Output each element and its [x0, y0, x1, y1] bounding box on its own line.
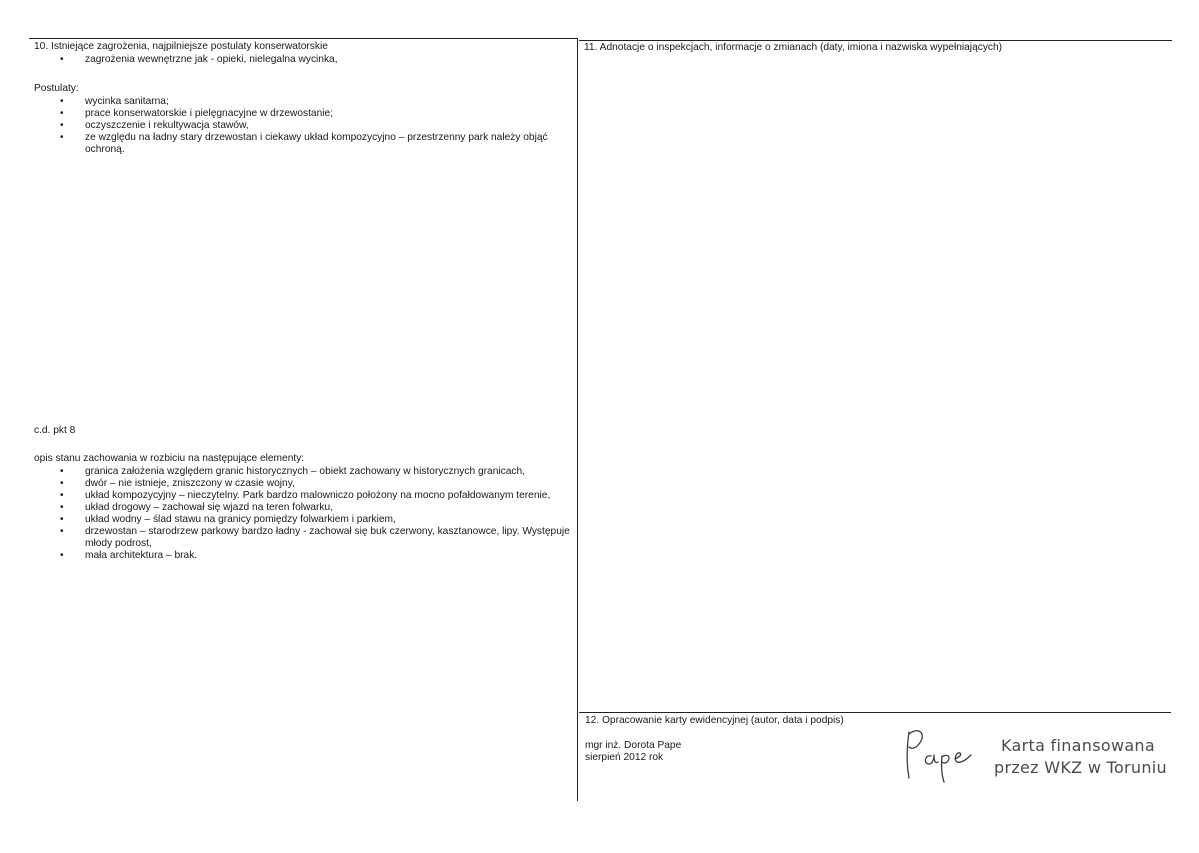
- list-item: • oczyszczenie i rekultywacja stawów,: [60, 120, 550, 132]
- list-item: • zagrożenia wewnętrzne jak - opieki, nielegalna wycinka,: [60, 54, 560, 66]
- list-item: • drzewostan – starodrzew parkowy bardzo ładny - zachował się buk czerwony, kasztanowce, lipy. Występuje młody podrost,: [60, 526, 578, 550]
- list-item: • prace konserwatorskie i pielęgnacyjne w drzewostanie;: [60, 108, 550, 120]
- list-item: • granica założenia względem granic historycznych – obiekt zachowany w historycznych granicach,: [60, 466, 578, 478]
- list-item: • dwór – nie istnieje, zniszczony w czasie wojny,: [60, 478, 578, 490]
- stamp-line-1: Karta finansowana: [1001, 736, 1155, 755]
- postulates-label: Postulaty:: [34, 83, 79, 94]
- section12-border: [579, 712, 1171, 713]
- column-divider: [577, 38, 578, 801]
- postulates-list: [60, 96, 550, 156]
- top-border-right: [579, 40, 1172, 41]
- author-date: sierpień 2012 rok: [585, 752, 664, 763]
- list-item: • wycinka sanitarna;: [60, 96, 550, 108]
- list-item: • ze względu na ładny stary drzewostan i ciekawy układ kompozycyjno – przestrzenny park należy objąć ochroną.: [60, 132, 550, 156]
- continuation-label: c.d. pkt 8: [34, 425, 76, 436]
- list-item: • mała architektura – brak.: [60, 550, 578, 562]
- section11-heading: 11. Adnotacje o inspekcjach, informacje o zmianach (daty, imiona i nazwiska wypełniających): [584, 42, 1003, 53]
- author-name: mgr inż. Dorota Pape: [585, 740, 682, 751]
- stamp-line-2: przez WKZ w Toruniu: [994, 758, 1167, 777]
- signature: [897, 722, 977, 784]
- top-border-left: [29, 38, 577, 39]
- threats-list: [60, 54, 560, 66]
- list-item: • układ drogowy – zachował się wjazd na teren folwarku,: [60, 502, 578, 514]
- section12-heading: 12. Opracowanie karty ewidencyjnej (autor, data i podpis): [585, 715, 844, 726]
- condition-list: [60, 466, 578, 562]
- condition-intro: opis stanu zachowania w rozbiciu na następujące elementy:: [34, 453, 305, 464]
- list-item: • układ wodny – ślad stawu na granicy pomiędzy folwarkiem i parkiem,: [60, 514, 578, 526]
- list-item: • układ kompozycyjny – nieczytelny. Park bardzo malowniczo położony na mocno pofałdowanym terenie,: [60, 490, 578, 502]
- section10-heading: 10. Istniejące zagrożenia, najpilniejsze postulaty konserwatorskie: [34, 41, 328, 52]
